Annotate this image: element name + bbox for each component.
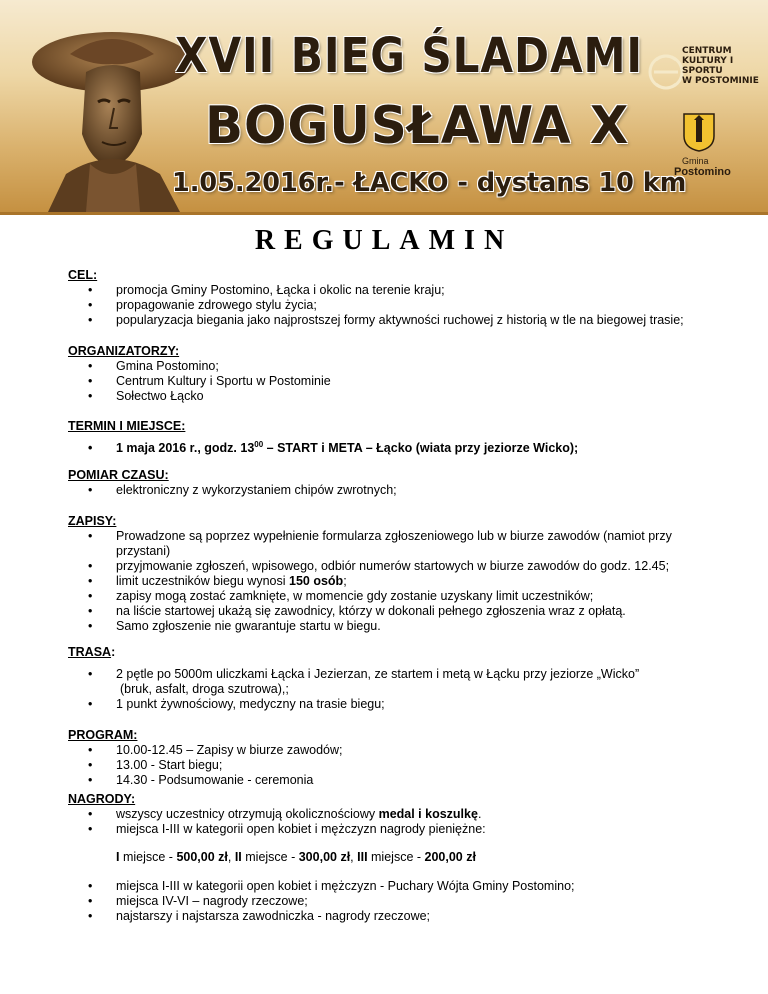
section-heading-pomiar: POMIAR CZASU: <box>68 468 169 482</box>
termin-place: – START i META – Łącko (wiata przy jeziorze Wicko); <box>263 441 579 455</box>
centrum-logo-line3: W POSTOMINIE <box>682 76 759 86</box>
list-item: • promocja Gminy Postomino, Łącka i okolic na terenie kraju; <box>68 283 684 298</box>
trasa-list <box>68 667 639 712</box>
trasa-item1-line2: (bruk, asfalt, droga szutrowa),; <box>120 682 289 696</box>
banner-divider <box>0 212 768 215</box>
list-item: • miejsca I-III w kategorii open kobiet i mężczyzn nagrody pieniężne: <box>68 822 575 837</box>
section-heading-colon: : <box>111 645 116 659</box>
prize-2-amount: 300,00 zł <box>298 850 351 864</box>
zapisy-limit-text: limit uczestników biegu wynosi <box>116 574 289 588</box>
list-item: • przyjmowanie zgłoszeń, wpisowego, odbiór numerów startowych w biurze zawodów do godz. 12.45; <box>68 559 672 574</box>
nagrody-item1-bold: medal i koszulkę <box>378 807 478 821</box>
zapisy-list <box>68 529 672 634</box>
nagrody-item1-text: wszyscy uczestnicy otrzymują okolicznościowy <box>116 807 379 821</box>
list-item: • Samo zgłoszenie nie gwarantuje startu w biegu. <box>68 619 672 634</box>
list-item: • 10.00-12.45 – Zapisy w biurze zawodów; <box>68 743 343 758</box>
zapisy-limit-end: ; <box>343 574 347 588</box>
prize-1-amount: 500,00 zł <box>176 850 228 864</box>
zapisy-limit-value: 150 osób <box>289 574 344 588</box>
section-heading-organizatorzy: ORGANIZATORZY: <box>68 344 180 358</box>
section-program <box>68 728 343 788</box>
section-heading-termin: TERMIN I MIEJSCE: <box>68 419 186 433</box>
list-item: • miejsca IV-VI – nagrody rzeczowe; <box>68 894 575 909</box>
prize-2-label: II <box>234 850 242 864</box>
section-cel <box>68 268 684 328</box>
banner-title-line2: BOGUSŁAWA X <box>205 96 630 156</box>
termin-date: 1 maja 2016 r., godz. 13 <box>116 441 255 455</box>
prize-3-label: III <box>357 850 368 864</box>
section-heading-program: PROGRAM: <box>68 728 138 742</box>
list-item <box>68 807 575 822</box>
list-item: • Centrum Kultury i Sportu w Postominie <box>68 374 331 389</box>
list-item <box>68 441 578 456</box>
list-item: • popularyzacja biegania jako najprostszej formy aktywności ruchowej z historią w tle na biegowej trasie; <box>68 313 684 328</box>
prize-separator: , <box>350 850 358 864</box>
nagrody-item1-end: . <box>477 807 482 821</box>
centrum-kultury-logo-text <box>682 46 762 86</box>
centrum-logo-line1: CENTRUM <box>682 46 732 56</box>
list-item: • miejsca I-III w kategorii open kobiet i mężczyzn - Puchary Wójta Gminy Postomino; <box>68 879 575 894</box>
section-organizatorzy <box>68 344 331 404</box>
nagrody-list-after <box>68 879 575 924</box>
page-title: REGULAMIN <box>254 225 514 256</box>
prize-separator: , <box>227 850 235 864</box>
section-heading-nagrody: NAGRODY: <box>68 792 136 806</box>
prize-2-text: miejsce - <box>241 850 299 864</box>
trasa-item1-line1: 2 pętle po 5000m uliczkami Łącka i Jezierzan, ze startem i metą w Łącku przy jeziorze „Wicko” <box>116 667 640 681</box>
banner-title-line3: 1.05.2016r.- ŁACKO - dystans 10 km <box>172 168 687 198</box>
zapisy-item1-line1: Prowadzone są poprzez wypełnienie formularza zgłoszeniowego lub w biurze zawodów (namiot przy <box>116 529 672 543</box>
list-item <box>68 529 672 559</box>
gmina-coat-of-arms-icon <box>682 112 716 152</box>
program-list <box>68 743 343 788</box>
cel-list <box>68 283 684 328</box>
section-heading-trasa-wrap <box>68 645 639 660</box>
section-zapisy <box>68 514 672 634</box>
termin-minutes: 00 <box>254 439 264 449</box>
list-item: • zapisy mogą zostać zamknięte, w momencie gdy zostanie uzyskany limit uczestników; <box>68 589 672 604</box>
organizatorzy-list <box>68 359 331 404</box>
section-nagrody <box>68 792 575 924</box>
list-item: • Sołectwo Łącko <box>68 389 331 404</box>
prize-3-amount: 200,00 zł <box>424 850 476 864</box>
list-item: • 1 punkt żywnościowy, medyczny na trasie biegu; <box>68 697 639 712</box>
list-item <box>68 574 672 589</box>
list-item <box>68 667 639 697</box>
banner-title-line1: XVII BIEG ŚLADAMI <box>175 28 644 84</box>
pomiar-list <box>68 483 397 498</box>
list-item: • najstarszy i najstarsza zawodniczka - nagrody rzeczowe; <box>68 909 575 924</box>
prize-1-text: miejsce - <box>119 850 177 864</box>
section-trasa <box>68 645 639 712</box>
gmina-logo-caption1: Gmina <box>682 156 709 166</box>
list-item: • 14.30 - Podsumowanie - ceremonia <box>68 773 343 788</box>
list-item: • na liście startowej ukażą się zawodnicy, którzy w dokonali pełnego zgłoszenia wraz z opłatą. <box>68 604 672 619</box>
prize-3-text: miejsce - <box>367 850 425 864</box>
list-item: • 13.00 - Start biegu; <box>68 758 343 773</box>
section-heading-zapisy: ZAPISY: <box>68 514 117 528</box>
prize-1-label: I <box>116 850 120 864</box>
gmina-logo-caption2: Postomino <box>674 166 731 178</box>
centrum-logo-line2: KULTURY I SPORTU <box>682 56 734 76</box>
section-termin <box>68 419 578 456</box>
section-heading-cel: CEL: <box>68 268 98 282</box>
list-item: • Gmina Postomino; <box>68 359 331 374</box>
nagrody-list <box>68 807 575 837</box>
event-banner <box>0 0 768 215</box>
prize-amounts-line <box>68 850 575 865</box>
list-item: • propagowanie zdrowego stylu życia; <box>68 298 684 313</box>
zapisy-item1-line2: przystani) <box>116 544 171 558</box>
list-item: • elektroniczny z wykorzystaniem chipów zwrotnych; <box>68 483 397 498</box>
section-pomiar <box>68 468 397 498</box>
termin-list <box>68 441 578 456</box>
section-heading-trasa: TRASA <box>68 645 112 659</box>
